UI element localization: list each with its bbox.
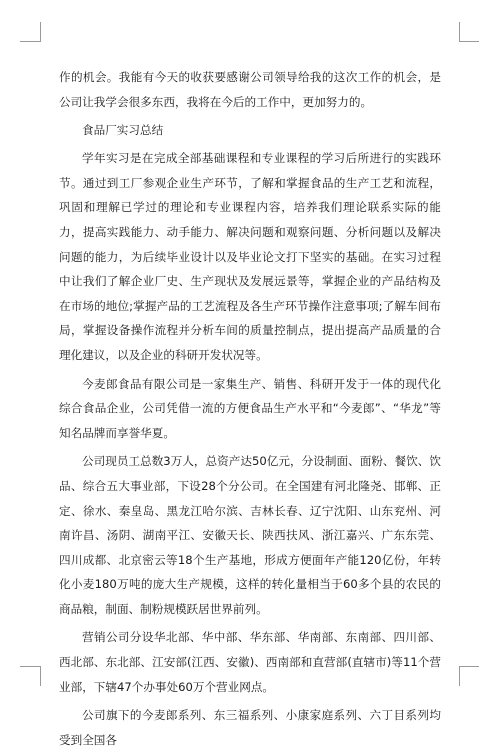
paragraph-sales-network: 营销公司分设华北部、华中部、华东部、华南部、东南部、四川部、西北部、东北部、江安部(江西、安徽)、西南部和直营部(直辖市)等11个营业部，下辖47个办事处60万个营业网点。 [59,630,441,694]
crop-mark-top-left [20,41,40,42]
crop-mark-bottom-right [459,666,460,686]
crop-mark-top-right [459,22,460,42]
crop-mark-bottom-left [40,666,41,686]
crop-mark-bottom-right [459,666,479,667]
paragraph-company-intro: 今麦郎食品有限公司是一家集生产、销售、科研开发于一体的现代化综合食品企业，公司凭借一流的方便食品生产水平和“今麦郎”、“华龙”等知名品牌而享誉华夏。 [59,376,441,440]
paragraph-company-scale: 公司现员工总数3万人，总资产达50亿元，分设制面、面粉、餐饮、饮品、综合五大事业部，下设28个分公司。在全国建有河北隆尧、邯郸、正定、徐水、秦皇岛、黑龙江哈尔滨、吉林长春、辽宁沈阳、山东兖州、河南许昌、汤阴、湖南平江、安徽天长、陕西扶风、浙江嘉兴、广东东莞、四川成都、北京密云等18个生产基地，形成方便面年产能120亿份，年转化小麦180万吨的庞大生产规模，这样的转化量相当于60多个县的农民的商品粮，制面、制粉规模跃居世界前列。 [59,454,441,616]
crop-mark-top-left [40,22,41,42]
paragraph-product-series: 公司旗下的今麦郎系列、东三福系列、小康家庭系列、六丁目系列均受到全国各 [59,708,441,747]
document-body [59,65,441,756]
crop-mark-top-right [459,41,479,42]
crop-mark-bottom-left [20,666,40,667]
paragraph-internship-purpose: 学年实习是在完成全部基础课程和专业课程的学习后所进行的实践环节。通过到工厂参观企业生产环节，了解和掌握食品的生产工艺和流程，巩固和理解已学过的理论和专业课程内容，培养我们理论联系实际的能力，提高实践能力、动手能力、解决问题和观察问题、分析问题以及解决问题的能力，为后续毕业设计以及毕业论文打下坚实的基础。在实习过程中让我们了解企业厂史、生产现状及发展远景等，掌握企业的产品结构及在市场的地位;掌握产品的工艺流程及各生产环节操作注意事项;了解车间布局，掌握设备操作流程并分析车间的质量控制点，提出提高产品质量的合理化建议，以及企业的科研开发状况等。 [59,151,441,362]
paragraph-closing: 作的机会。我能有今天的收获要感谢公司领导给我的这次工作的机会，是公司让我学会很多东西，我将在今后的工作中，更加努力的。 [59,70,441,109]
section-heading: 食品厂实习总结 [82,123,164,138]
